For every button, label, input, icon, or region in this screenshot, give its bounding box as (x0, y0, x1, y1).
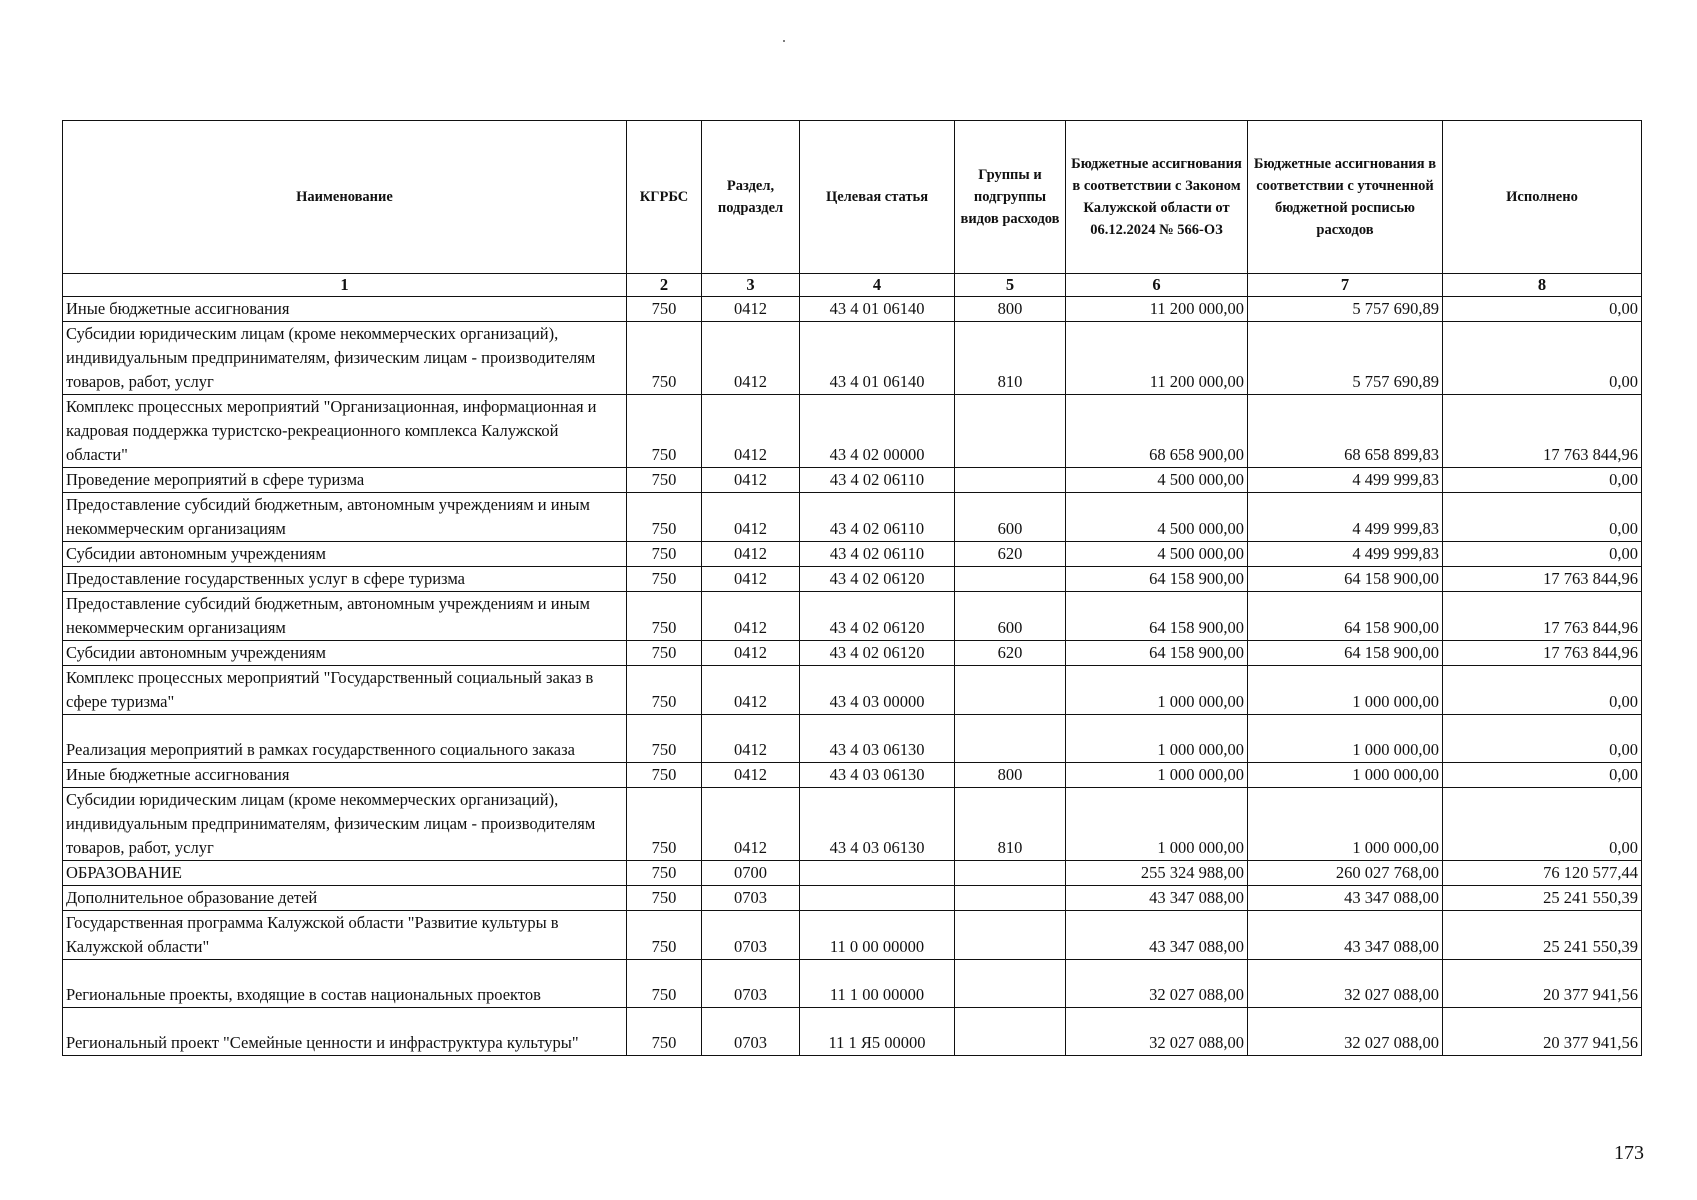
cell-target: 11 0 00 00000 (800, 911, 955, 960)
cell-kgrbs: 750 (627, 715, 702, 763)
cell-refined-amount: 64 158 900,00 (1248, 592, 1443, 641)
cell-refined-amount: 64 158 900,00 (1248, 567, 1443, 592)
table-row (63, 1008, 1642, 1056)
cell-group: 620 (955, 641, 1066, 666)
cell-name: Субсидии юридическим лицам (кроме некоммерческих организаций), индивидуальным предпринимателям, физическим лицам - производителям товаров, работ, услуг (63, 322, 627, 395)
cell-section: 0412 (702, 592, 800, 641)
cell-section: 0412 (702, 322, 800, 395)
column-number: 5 (955, 274, 1066, 297)
column-number: 2 (627, 274, 702, 297)
cell-law-amount: 1 000 000,00 (1066, 788, 1248, 861)
cell-target: 43 4 01 06140 (800, 322, 955, 395)
cell-name: Комплекс процессных мероприятий "Организационная, информационная и кадровая поддержка туристско-рекреационного комплекса Калужской области" (63, 395, 627, 468)
cell-law-amount: 32 027 088,00 (1066, 1008, 1248, 1056)
cell-target: 43 4 03 06130 (800, 715, 955, 763)
cell-group (955, 886, 1066, 911)
cell-law-amount: 255 324 988,00 (1066, 861, 1248, 886)
cell-target: 43 4 03 00000 (800, 666, 955, 715)
cell-section: 0412 (702, 641, 800, 666)
cell-executed-amount: 20 377 941,56 (1443, 1008, 1642, 1056)
cell-executed-amount: 17 763 844,96 (1443, 567, 1642, 592)
cell-target (800, 886, 955, 911)
cell-refined-amount: 32 027 088,00 (1248, 1008, 1443, 1056)
cell-name: Государственная программа Калужской области "Развитие культуры в Калужской области" (63, 911, 627, 960)
cell-name: Дополнительное образование детей (63, 886, 627, 911)
header-refined-allocations: Бюджетные ассигнования в соответствии с уточненной бюджетной росписью расходов (1248, 121, 1443, 274)
cell-kgrbs: 750 (627, 468, 702, 493)
cell-name: Предоставление государственных услуг в сфере туризма (63, 567, 627, 592)
cell-target: 43 4 02 06120 (800, 567, 955, 592)
cell-target: 43 4 02 00000 (800, 395, 955, 468)
cell-kgrbs: 750 (627, 641, 702, 666)
cell-section: 0412 (702, 542, 800, 567)
cell-kgrbs: 750 (627, 788, 702, 861)
cell-group (955, 567, 1066, 592)
budget-table (62, 120, 1642, 1056)
cell-refined-amount: 32 027 088,00 (1248, 960, 1443, 1008)
cell-section: 0412 (702, 788, 800, 861)
table-row (63, 886, 1642, 911)
cell-executed-amount: 20 377 941,56 (1443, 960, 1642, 1008)
page-number: 173 (1614, 1142, 1644, 1164)
cell-law-amount: 64 158 900,00 (1066, 592, 1248, 641)
table-body (63, 297, 1642, 1056)
table-row (63, 960, 1642, 1008)
cell-name: Иные бюджетные ассигнования (63, 763, 627, 788)
cell-refined-amount: 43 347 088,00 (1248, 911, 1443, 960)
cell-law-amount: 32 027 088,00 (1066, 960, 1248, 1008)
cell-group: 620 (955, 542, 1066, 567)
cell-group (955, 1008, 1066, 1056)
cell-target: 43 4 02 06110 (800, 542, 955, 567)
cell-kgrbs: 750 (627, 911, 702, 960)
cell-name: Субсидии юридическим лицам (кроме некоммерческих организаций), индивидуальным предпринимателям, физическим лицам - производителям товаров, работ, услуг (63, 788, 627, 861)
cell-law-amount: 11 200 000,00 (1066, 297, 1248, 322)
cell-name: ОБРАЗОВАНИЕ (63, 861, 627, 886)
cell-group (955, 468, 1066, 493)
cell-executed-amount: 0,00 (1443, 666, 1642, 715)
cell-section: 0412 (702, 493, 800, 542)
header-section: Раздел, подраздел (702, 121, 800, 274)
cell-kgrbs: 750 (627, 960, 702, 1008)
cell-name: Региональный проект "Семейные ценности и инфраструктура культуры" (63, 1008, 627, 1056)
cell-executed-amount: 0,00 (1443, 788, 1642, 861)
cell-law-amount: 1 000 000,00 (1066, 666, 1248, 715)
cell-kgrbs: 750 (627, 395, 702, 468)
cell-kgrbs: 750 (627, 592, 702, 641)
cell-section: 0412 (702, 567, 800, 592)
column-number-row (63, 274, 1642, 297)
cell-law-amount: 68 658 900,00 (1066, 395, 1248, 468)
cell-executed-amount: 0,00 (1443, 493, 1642, 542)
cell-section: 0703 (702, 886, 800, 911)
header-target: Целевая статья (800, 121, 955, 274)
cell-executed-amount: 17 763 844,96 (1443, 395, 1642, 468)
cell-group (955, 960, 1066, 1008)
cell-section: 0703 (702, 1008, 800, 1056)
cell-kgrbs: 750 (627, 493, 702, 542)
table-row (63, 297, 1642, 322)
table-row (63, 666, 1642, 715)
cell-name: Комплекс процессных мероприятий "Государственный социальный заказ в сфере туризма" (63, 666, 627, 715)
cell-group (955, 666, 1066, 715)
cell-law-amount: 4 500 000,00 (1066, 493, 1248, 542)
cell-executed-amount: 0,00 (1443, 763, 1642, 788)
cell-refined-amount: 1 000 000,00 (1248, 715, 1443, 763)
cell-section: 0412 (702, 715, 800, 763)
table-row (63, 542, 1642, 567)
scan-speck (783, 40, 785, 42)
cell-group: 810 (955, 788, 1066, 861)
cell-group: 800 (955, 763, 1066, 788)
cell-section: 0412 (702, 297, 800, 322)
header-kgrbs: КГРБС (627, 121, 702, 274)
cell-name: Субсидии автономным учреждениям (63, 542, 627, 567)
cell-target: 43 4 03 06130 (800, 763, 955, 788)
cell-executed-amount: 0,00 (1443, 297, 1642, 322)
column-number: 4 (800, 274, 955, 297)
header-name: Наименование (63, 121, 627, 274)
header-law-allocations: Бюджетные ассигнования в соответствии с Законом Калужской области от 06.12.2024 № 566-ОЗ (1066, 121, 1248, 274)
cell-kgrbs: 750 (627, 1008, 702, 1056)
cell-refined-amount: 260 027 768,00 (1248, 861, 1443, 886)
cell-target: 43 4 02 06110 (800, 493, 955, 542)
cell-kgrbs: 750 (627, 542, 702, 567)
cell-name: Субсидии автономным учреждениям (63, 641, 627, 666)
cell-target: 11 1 00 00000 (800, 960, 955, 1008)
cell-refined-amount: 4 499 999,83 (1248, 542, 1443, 567)
table-row (63, 592, 1642, 641)
cell-refined-amount: 43 347 088,00 (1248, 886, 1443, 911)
cell-kgrbs: 750 (627, 861, 702, 886)
cell-law-amount: 43 347 088,00 (1066, 911, 1248, 960)
cell-executed-amount: 25 241 550,39 (1443, 911, 1642, 960)
cell-refined-amount: 1 000 000,00 (1248, 666, 1443, 715)
cell-target: 43 4 01 06140 (800, 297, 955, 322)
cell-law-amount: 4 500 000,00 (1066, 468, 1248, 493)
cell-kgrbs: 750 (627, 763, 702, 788)
cell-law-amount: 64 158 900,00 (1066, 567, 1248, 592)
cell-group: 600 (955, 592, 1066, 641)
cell-name: Предоставление субсидий бюджетным, автономным учреждениям и иным некоммерческим организациям (63, 592, 627, 641)
cell-group: 810 (955, 322, 1066, 395)
cell-name: Региональные проекты, входящие в состав национальных проектов (63, 960, 627, 1008)
cell-executed-amount: 0,00 (1443, 322, 1642, 395)
cell-executed-amount: 0,00 (1443, 542, 1642, 567)
cell-refined-amount: 64 158 900,00 (1248, 641, 1443, 666)
cell-executed-amount: 17 763 844,96 (1443, 641, 1642, 666)
cell-group (955, 861, 1066, 886)
cell-law-amount: 11 200 000,00 (1066, 322, 1248, 395)
cell-law-amount: 4 500 000,00 (1066, 542, 1248, 567)
cell-group: 800 (955, 297, 1066, 322)
cell-target: 43 4 03 06130 (800, 788, 955, 861)
cell-kgrbs: 750 (627, 567, 702, 592)
cell-group: 600 (955, 493, 1066, 542)
header-groups: Группы и подгруппы видов расходов (955, 121, 1066, 274)
cell-group (955, 911, 1066, 960)
cell-kgrbs: 750 (627, 666, 702, 715)
cell-refined-amount: 1 000 000,00 (1248, 763, 1443, 788)
cell-name: Реализация мероприятий в рамках государственного социального заказа (63, 715, 627, 763)
cell-law-amount: 1 000 000,00 (1066, 763, 1248, 788)
table-row (63, 911, 1642, 960)
cell-kgrbs: 750 (627, 297, 702, 322)
table-row (63, 788, 1642, 861)
cell-group (955, 395, 1066, 468)
table-row (63, 322, 1642, 395)
table-row (63, 395, 1642, 468)
column-number: 6 (1066, 274, 1248, 297)
cell-law-amount: 43 347 088,00 (1066, 886, 1248, 911)
column-number: 8 (1443, 274, 1642, 297)
cell-refined-amount: 4 499 999,83 (1248, 468, 1443, 493)
table-row (63, 468, 1642, 493)
cell-target: 43 4 02 06120 (800, 592, 955, 641)
table-row (63, 567, 1642, 592)
cell-group (955, 715, 1066, 763)
cell-refined-amount: 5 757 690,89 (1248, 297, 1443, 322)
cell-executed-amount: 17 763 844,96 (1443, 592, 1642, 641)
cell-law-amount: 1 000 000,00 (1066, 715, 1248, 763)
cell-law-amount: 64 158 900,00 (1066, 641, 1248, 666)
cell-target (800, 861, 955, 886)
cell-executed-amount: 76 120 577,44 (1443, 861, 1642, 886)
cell-refined-amount: 1 000 000,00 (1248, 788, 1443, 861)
header-row (63, 121, 1642, 274)
cell-section: 0703 (702, 960, 800, 1008)
cell-kgrbs: 750 (627, 886, 702, 911)
cell-refined-amount: 4 499 999,83 (1248, 493, 1443, 542)
table-row (63, 861, 1642, 886)
cell-target: 43 4 02 06110 (800, 468, 955, 493)
cell-kgrbs: 750 (627, 322, 702, 395)
cell-target: 43 4 02 06120 (800, 641, 955, 666)
table-row (63, 641, 1642, 666)
column-number: 1 (63, 274, 627, 297)
column-number: 3 (702, 274, 800, 297)
cell-section: 0412 (702, 763, 800, 788)
cell-target: 11 1 Я5 00000 (800, 1008, 955, 1056)
cell-refined-amount: 5 757 690,89 (1248, 322, 1443, 395)
cell-executed-amount: 25 241 550,39 (1443, 886, 1642, 911)
cell-name: Проведение мероприятий в сфере туризма (63, 468, 627, 493)
table-row (63, 715, 1642, 763)
cell-section: 0703 (702, 911, 800, 960)
cell-section: 0412 (702, 666, 800, 715)
cell-section: 0412 (702, 395, 800, 468)
cell-refined-amount: 68 658 899,83 (1248, 395, 1443, 468)
table-row (63, 493, 1642, 542)
table-row (63, 763, 1642, 788)
cell-section: 0700 (702, 861, 800, 886)
cell-name: Предоставление субсидий бюджетным, автономным учреждениям и иным некоммерческим организациям (63, 493, 627, 542)
header-executed: Исполнено (1443, 121, 1642, 274)
column-number: 7 (1248, 274, 1443, 297)
cell-executed-amount: 0,00 (1443, 468, 1642, 493)
cell-name: Иные бюджетные ассигнования (63, 297, 627, 322)
cell-executed-amount: 0,00 (1443, 715, 1642, 763)
cell-section: 0412 (702, 468, 800, 493)
